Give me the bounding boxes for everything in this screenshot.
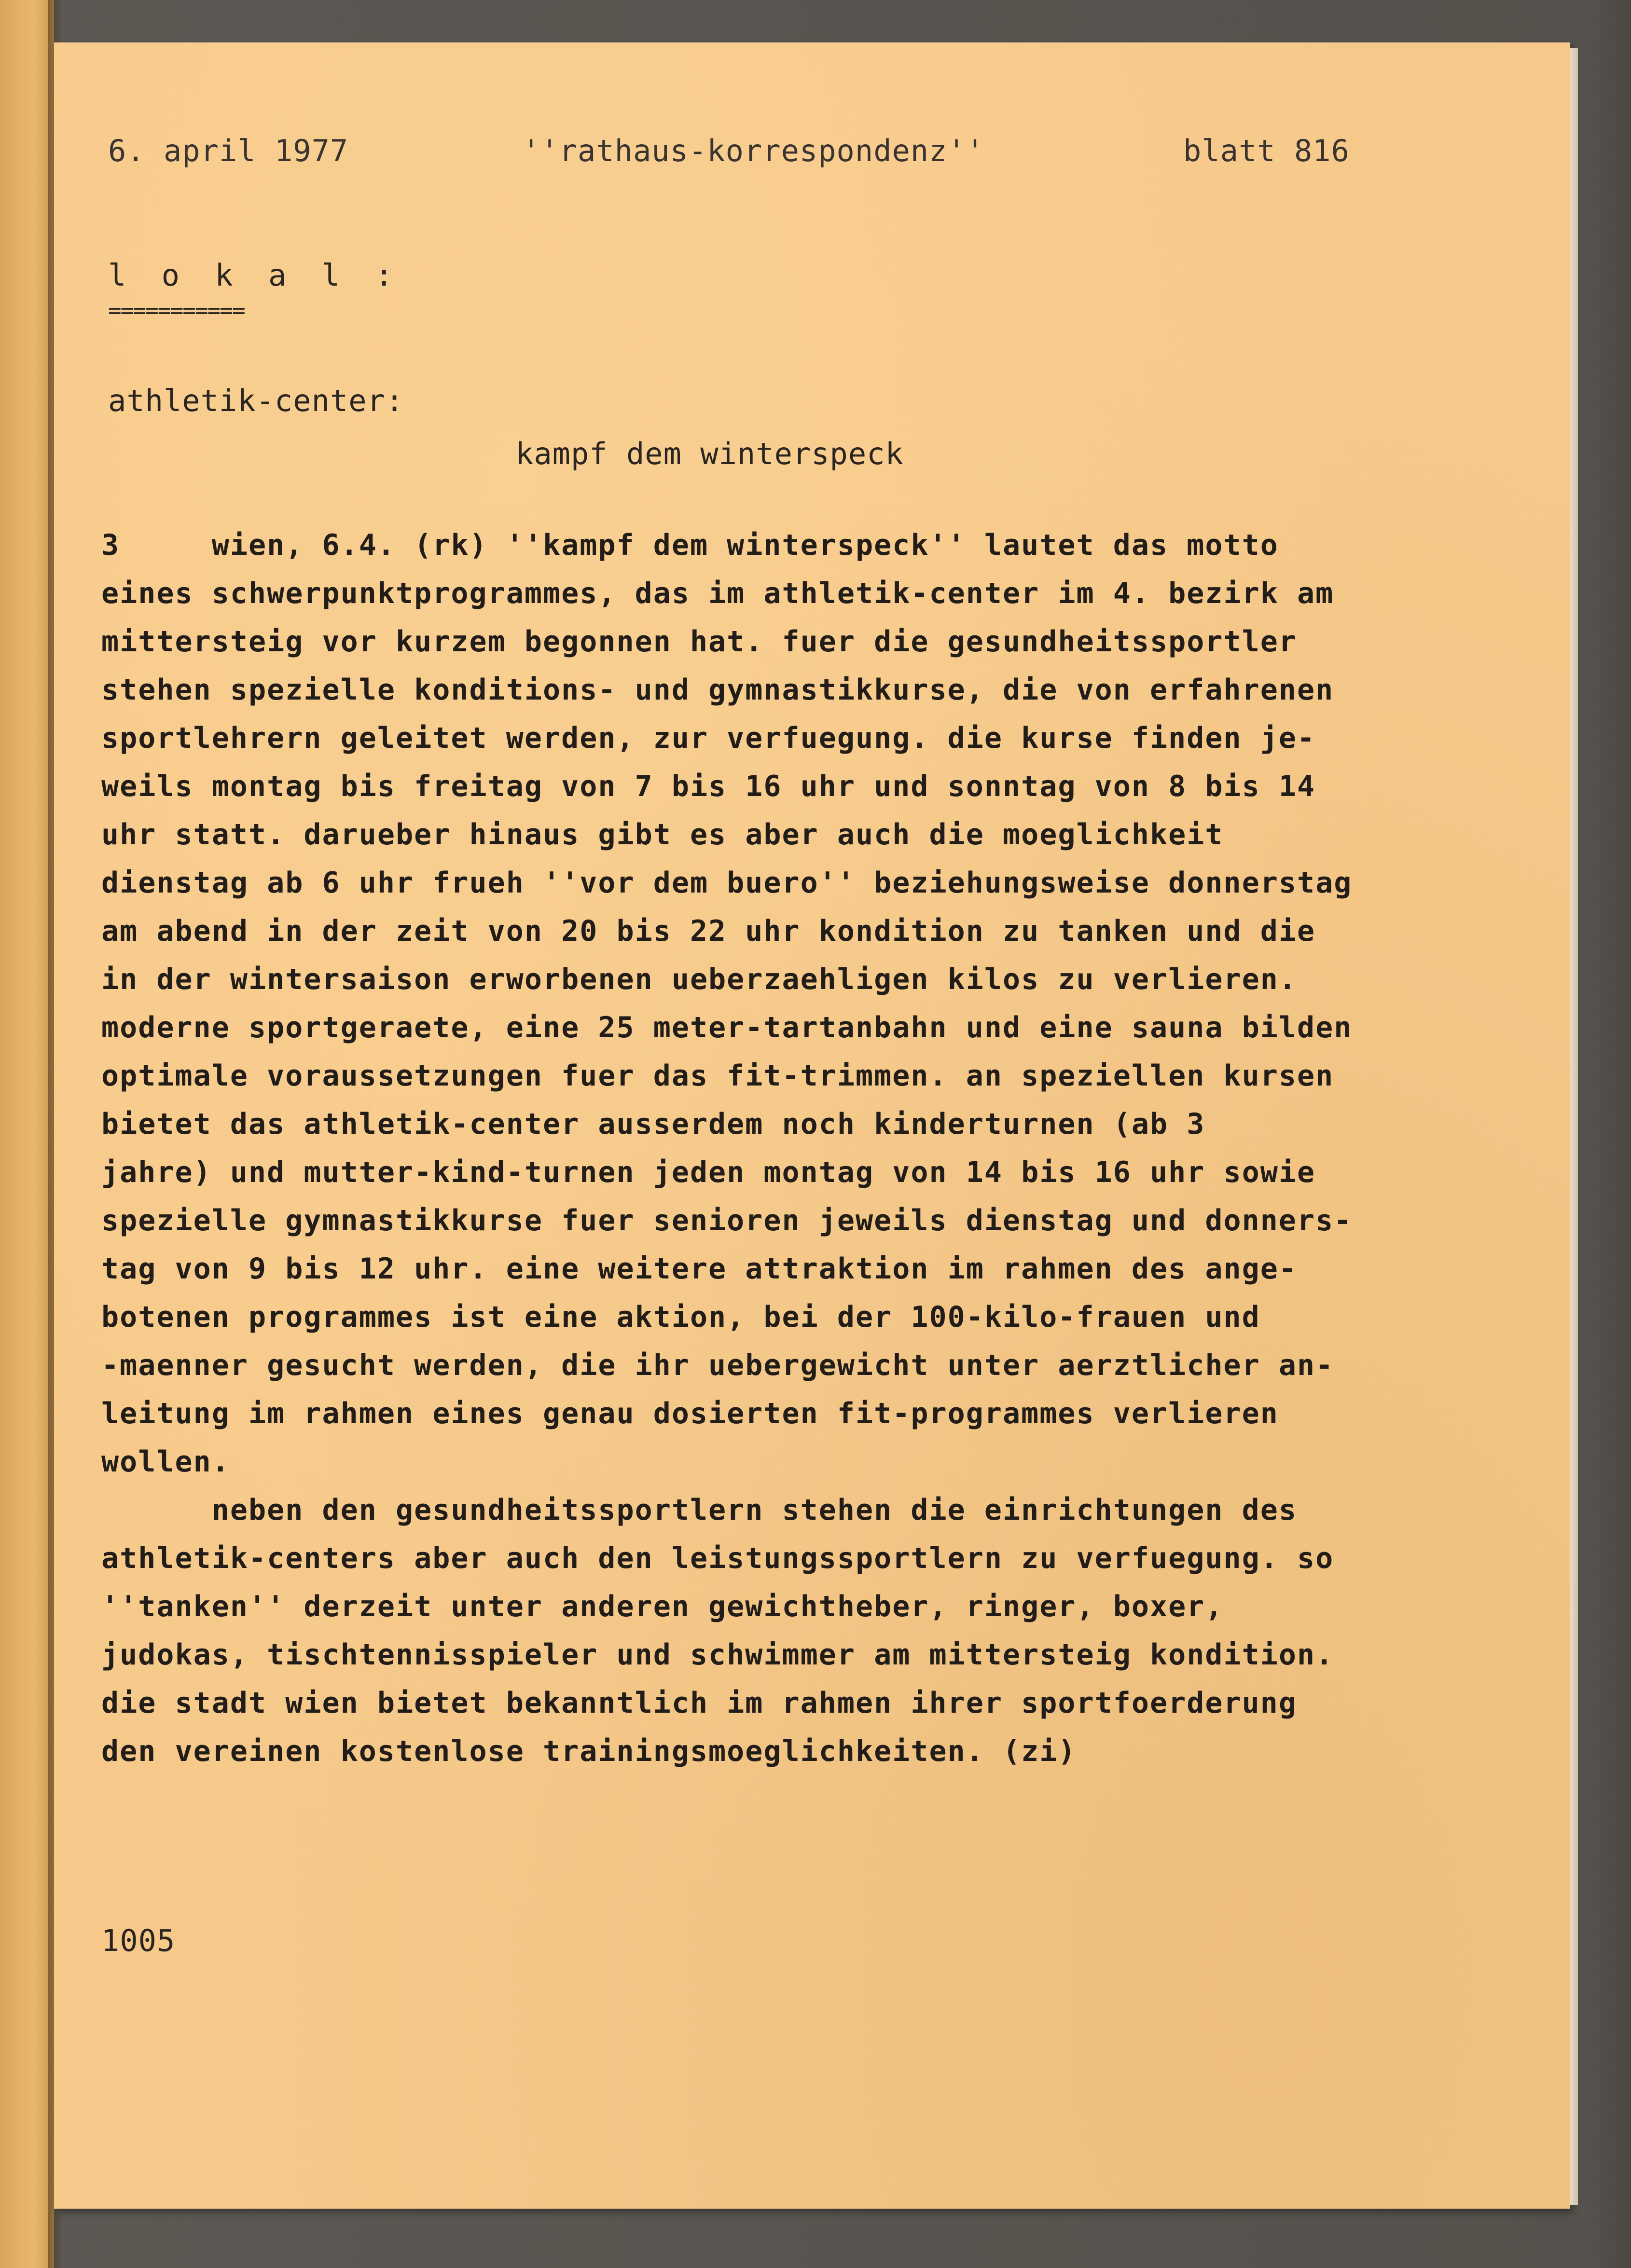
body-line: stehen spezielle konditions- und gymnastikkurse, die von erfahrenen [101, 673, 1334, 707]
body-line: leitung im rahmen eines genau dosierten fit-programmes verlieren [101, 1397, 1279, 1430]
body-line: ''tanken'' derzeit unter anderen gewichtheber, ringer, boxer, [101, 1590, 1224, 1623]
header-sheet-number: blatt 816 [1183, 133, 1350, 168]
body-line: mittersteig vor kurzem begonnen hat. fuer die gesundheitssportler [101, 625, 1297, 659]
body-line: weils montag bis freitag von 7 bis 16 uhr und sonntag von 8 bis 14 [101, 770, 1316, 803]
body-line: 3 wien, 6.4. (rk) ''kampf dem winterspeck'' lautet das motto [101, 528, 1279, 562]
header-date: 6. april 1977 [108, 133, 349, 168]
previous-page-edge [0, 0, 54, 2268]
article-topic: athletik-center: [108, 383, 404, 418]
header-publication: ''rathaus-korrespondenz'' [522, 133, 985, 168]
body-line: judokas, tischtennisspieler und schwimmer am mittersteig kondition. [101, 1638, 1334, 1672]
document-number: 1005 [101, 1923, 176, 1958]
body-line: botenen programmes ist eine aktion, bei der 100-kilo-frauen und [101, 1300, 1260, 1334]
section-underline: =========== [108, 297, 245, 323]
body-line: moderne sportgeraete, eine 25 meter-tartanbahn und eine sauna bilden [101, 1011, 1353, 1045]
body-line: die stadt wien bietet bekanntlich im rahmen ihrer sportfoerderung [101, 1686, 1297, 1720]
article-headline: kampf dem winterspeck [515, 436, 904, 471]
body-line: optimale voraussetzungen fuer das fit-trimmen. an speziellen kursen [101, 1059, 1334, 1093]
body-line: -maenner gesucht werden, die ihr uebergewicht unter aerztlicher an- [101, 1348, 1334, 1382]
body-line: uhr statt. darueber hinaus gibt es aber auch die moeglichkeit [101, 818, 1224, 852]
article-body [101, 521, 1491, 1775]
body-line: spezielle gymnastikkurse fuer senioren jeweils dienstag und donners- [101, 1204, 1353, 1237]
page-stack-edge [1570, 48, 1578, 2205]
body-line: bietet das athletik-center ausserdem noch kinderturnen (ab 3 [101, 1107, 1205, 1141]
body-line: in der wintersaison erworbenen ueberzaehligen kilos zu verlieren. [101, 962, 1297, 996]
body-line: tag von 9 bis 12 uhr. eine weitere attraktion im rahmen des ange- [101, 1252, 1297, 1286]
body-line: athletik-centers aber auch den leistungssportlern zu verfuegung. so [101, 1541, 1334, 1575]
body-line: am abend in der zeit von 20 bis 22 uhr kondition zu tanken und die [101, 914, 1316, 948]
body-line: sportlehrern geleitet werden, zur verfuegung. die kurse finden je- [101, 721, 1316, 755]
body-line: dienstag ab 6 uhr frueh ''vor dem buero'' beziehungsweise donnerstag [101, 866, 1353, 900]
body-line: neben den gesundheitssportlern stehen die einrichtungen des [101, 1493, 1297, 1527]
body-line: eines schwerpunktprogrammes, das im athletik-center im 4. bezirk am [101, 577, 1334, 610]
body-line: den vereinen kostenlose trainingsmoeglichkeiten. (zi) [101, 1734, 1077, 1768]
section-title: l o k a l : [108, 258, 402, 293]
body-line: jahre) und mutter-kind-turnen jeden montag von 14 bis 16 uhr sowie [101, 1155, 1316, 1189]
body-line: wollen. [101, 1445, 230, 1479]
